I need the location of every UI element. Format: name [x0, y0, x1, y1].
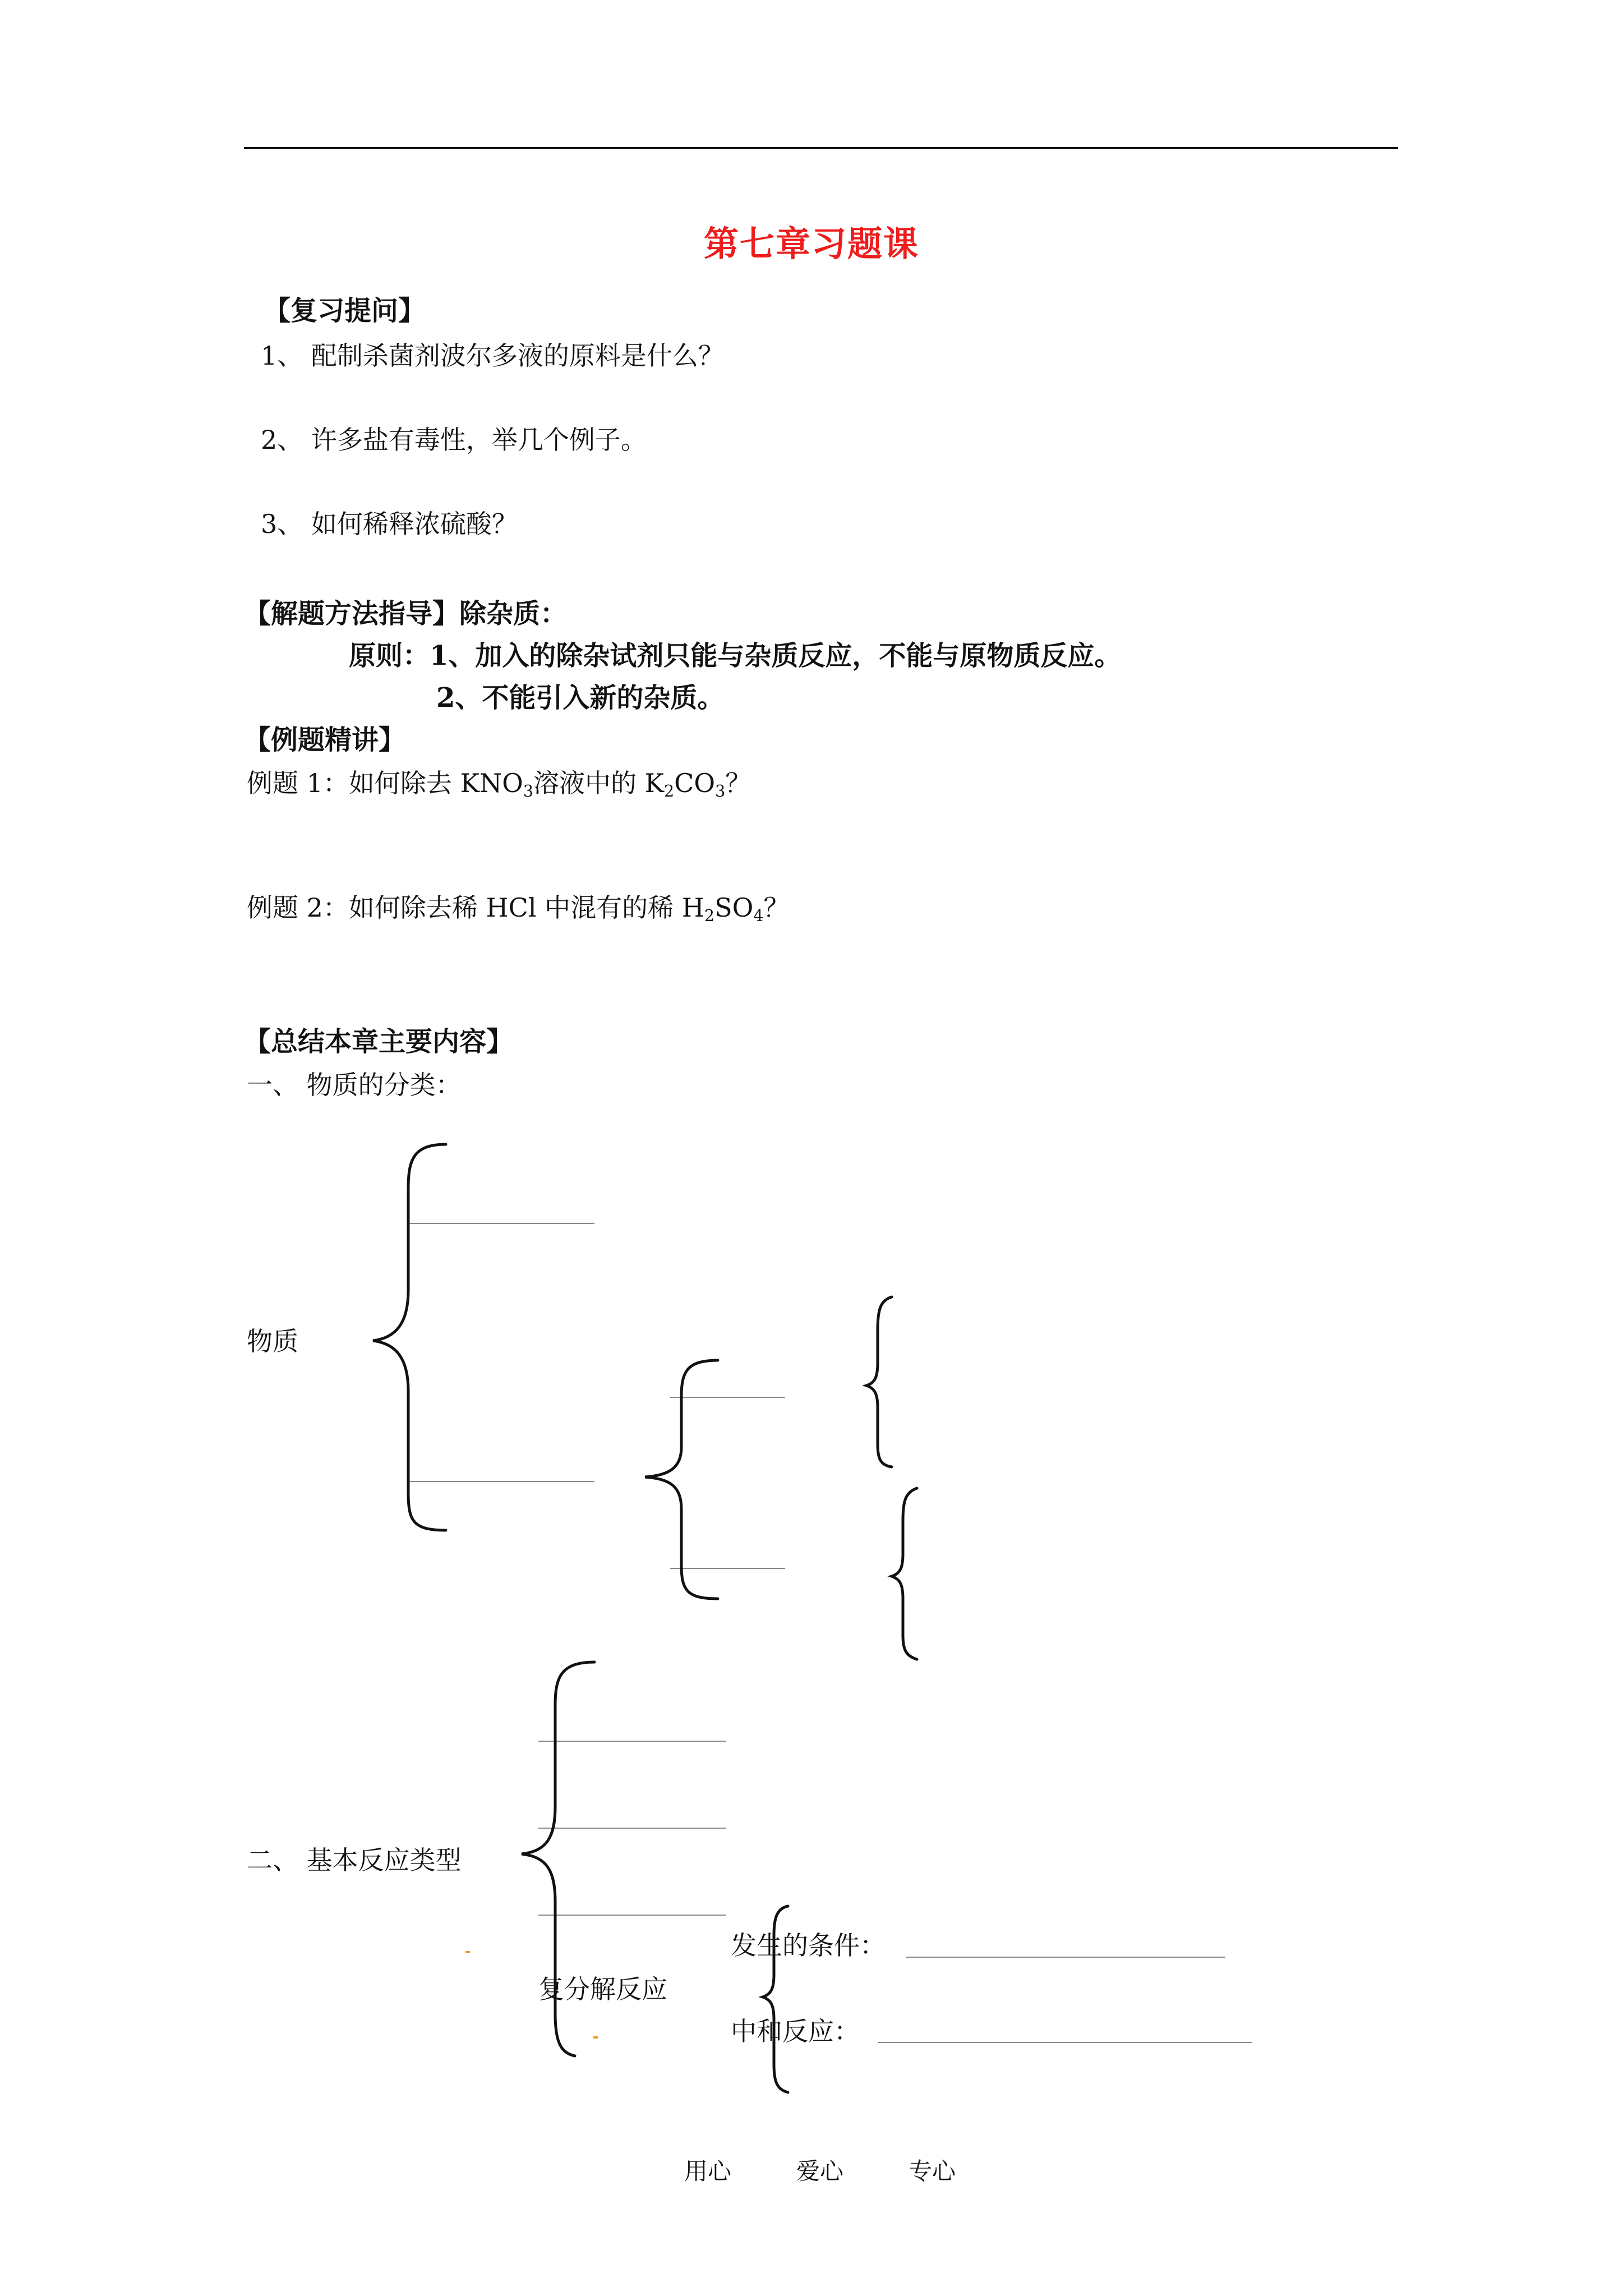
neutralization-label: 中和反应：: [731, 2016, 860, 2046]
brace-double-decomposition: [763, 1906, 788, 2092]
brace-small-lower: [892, 1488, 917, 1659]
principle-1: 原则：1、加入的除杂试剂只能与杂质反应，不能与原物质反应。: [349, 640, 1122, 671]
example-1: 例题 1：如何除去 $KNO_3$溶液中的 $K_2CO_3$？: [247, 768, 751, 800]
part2-label: 二、 基本反应类型: [247, 1845, 462, 1875]
example-2: 例题 2：如何除去稀 HCl 中混有的稀 $H_2SO_4$？: [247, 892, 790, 925]
brace-small-upper: [866, 1297, 892, 1467]
review-question-3: 3、 如何稀释浓硫酸？: [261, 509, 518, 539]
principle-2: 2、不能引入新的杂质。: [436, 682, 725, 714]
page-title: 第七章习题课: [703, 223, 919, 264]
condition-label: 发生的条件：: [731, 1930, 886, 1961]
review-question-1: 1、 配制杀菌剂波尔多液的原料是什么？: [261, 341, 724, 371]
brace-sub: [645, 1360, 718, 1599]
part1-label: 一、 物质的分类：: [247, 1070, 462, 1100]
footer-item-3: 专心: [909, 2157, 956, 2185]
examples-heading: 【例题精讲】: [244, 724, 406, 756]
footer-item-1: 用心: [684, 2157, 732, 2185]
method-heading: 【解题方法指导】除杂质：: [244, 598, 568, 629]
brace-reaction-types: [522, 1662, 594, 2056]
summary-heading: 【总结本章主要内容】: [244, 1026, 514, 1057]
review-question-2: 2、 许多盐有毒性，举几个例子。: [261, 425, 647, 455]
footer-item-2: 爱心: [796, 2157, 844, 2185]
matter-label: 物质: [247, 1326, 298, 1356]
double-decomposition-label: 复分解反应: [538, 1974, 667, 2004]
brace-matter: [373, 1144, 446, 1530]
review-heading: 【复习提问】: [264, 295, 426, 326]
